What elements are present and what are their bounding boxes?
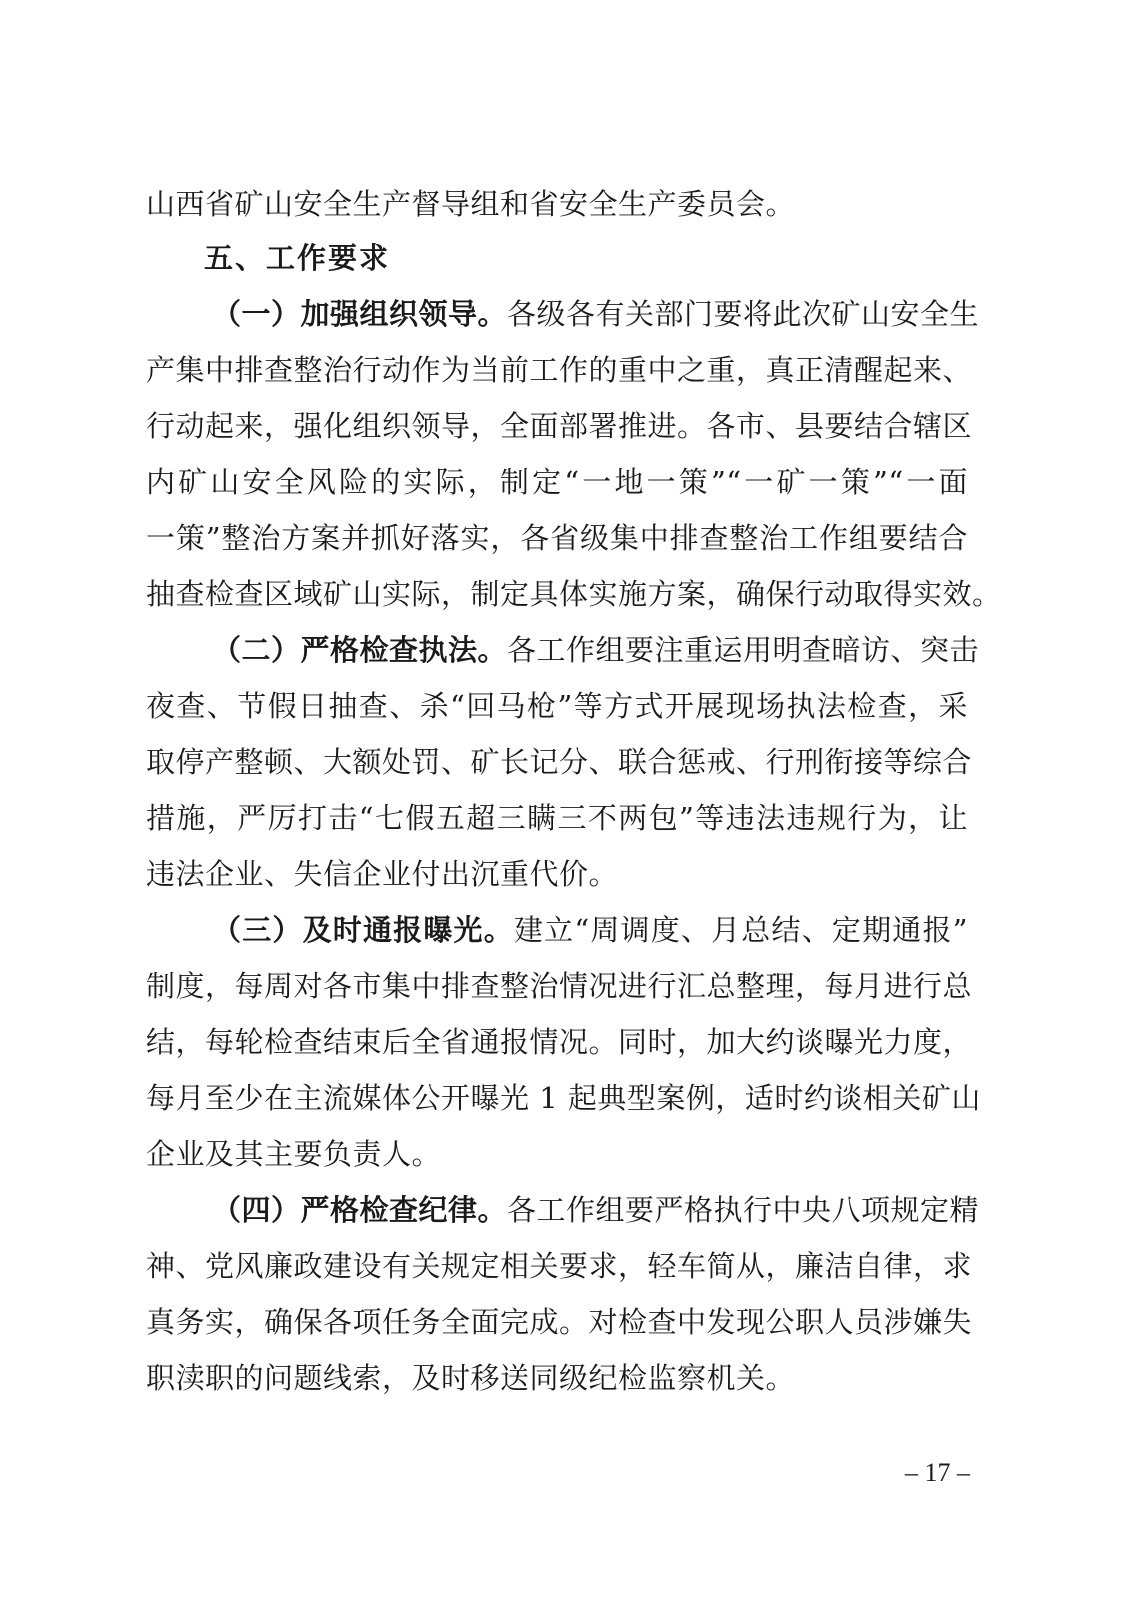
paragraph-2-line-4: 措施，严厉打击“七假五超三瞒三不两包”等违法违规行为，让 [146, 801, 968, 835]
paragraph-4-line-4: 职渎职的问题线索，及时移送同级纪检监察机关。 [146, 1361, 796, 1395]
intro-line: 山西省矿山安全生产督导组和省安全生产委员会。 [146, 187, 796, 221]
paragraph-2-line-5: 违法企业、失信企业付出沉重代价。 [146, 857, 619, 891]
paragraph-2-line-2: 夜查、节假日抽查、杀“回马枪”等方式开展现场执法检查，采 [146, 689, 968, 723]
paragraph-2-line-3: 取停产整顿、大额处罚、矿长记分、联合惩戒、行刑衔接等综合 [146, 745, 973, 779]
paragraph-1-line-3: 行动起来，强化组织领导，全面部署推进。各市、县要结合辖区 [146, 409, 973, 443]
paragraph-3-line-2: 制度，每周对各市集中排查整治情况进行汇总整理，每月进行总 [146, 969, 973, 1003]
paragraph-1-line-6: 抽查检查区域矿山实际，制定具体实施方案，确保行动取得实效。 [146, 577, 1002, 611]
paragraph-4-line-1 [212, 1190, 980, 1230]
paragraph-1-line-1 [212, 294, 980, 334]
paragraph-1-line-5: 一策”整治方案并抓好落实，各省级集中排查整治工作组要结合 [146, 521, 968, 555]
paragraph-1-text: 各级各有关部门要将此次矿山安全生 [507, 297, 980, 331]
paragraph-1-lead: （一）加强组织领导。 [212, 297, 508, 331]
paragraph-2-line-1 [212, 630, 980, 670]
section-heading: 五、工作要求 [204, 241, 391, 275]
paragraph-3-text: 建立“周调度、月总结、定期通报” [513, 913, 968, 947]
paragraph-4-line-2: 神、党风廉政建设有关规定相关要求，轻车简从，廉洁自律，求 [146, 1249, 973, 1283]
paragraph-2-text: 各工作组要注重运用明查暗访、突击 [507, 633, 980, 667]
paragraph-4-text: 各工作组要严格执行中央八项规定精 [507, 1193, 980, 1227]
paragraph-1-line-4: 内矿山安全风险的实际，制定“一地一策”“一矿一策”“一面 [146, 465, 968, 499]
paragraph-4-lead: （四）严格检查纪律。 [212, 1193, 508, 1227]
page-number: – 17 – [905, 1458, 970, 1487]
paragraph-1-line-2: 产集中排查整治行动作为当前工作的重中之重，真正清醒起来、 [146, 353, 973, 387]
paragraph-3-line-5: 企业及其主要负责人。 [146, 1137, 442, 1171]
paragraph-2-lead: （二）严格检查执法。 [212, 633, 508, 667]
paragraph-4-line-3: 真务实，确保各项任务全面完成。对检查中发现公职人员涉嫌失 [146, 1305, 973, 1339]
paragraph-3-lead: （三）及时通报曝光。 [212, 913, 514, 947]
paragraph-3-line-3: 结，每轮检查结束后全省通报情况。同时，加大约谈曝光力度， [146, 1025, 973, 1059]
paragraph-3-line-4: 每月至少在主流媒体公开曝光 1 起典型案例，适时约谈相关矿山 [146, 1081, 981, 1115]
paragraph-3-line-1 [212, 910, 968, 950]
